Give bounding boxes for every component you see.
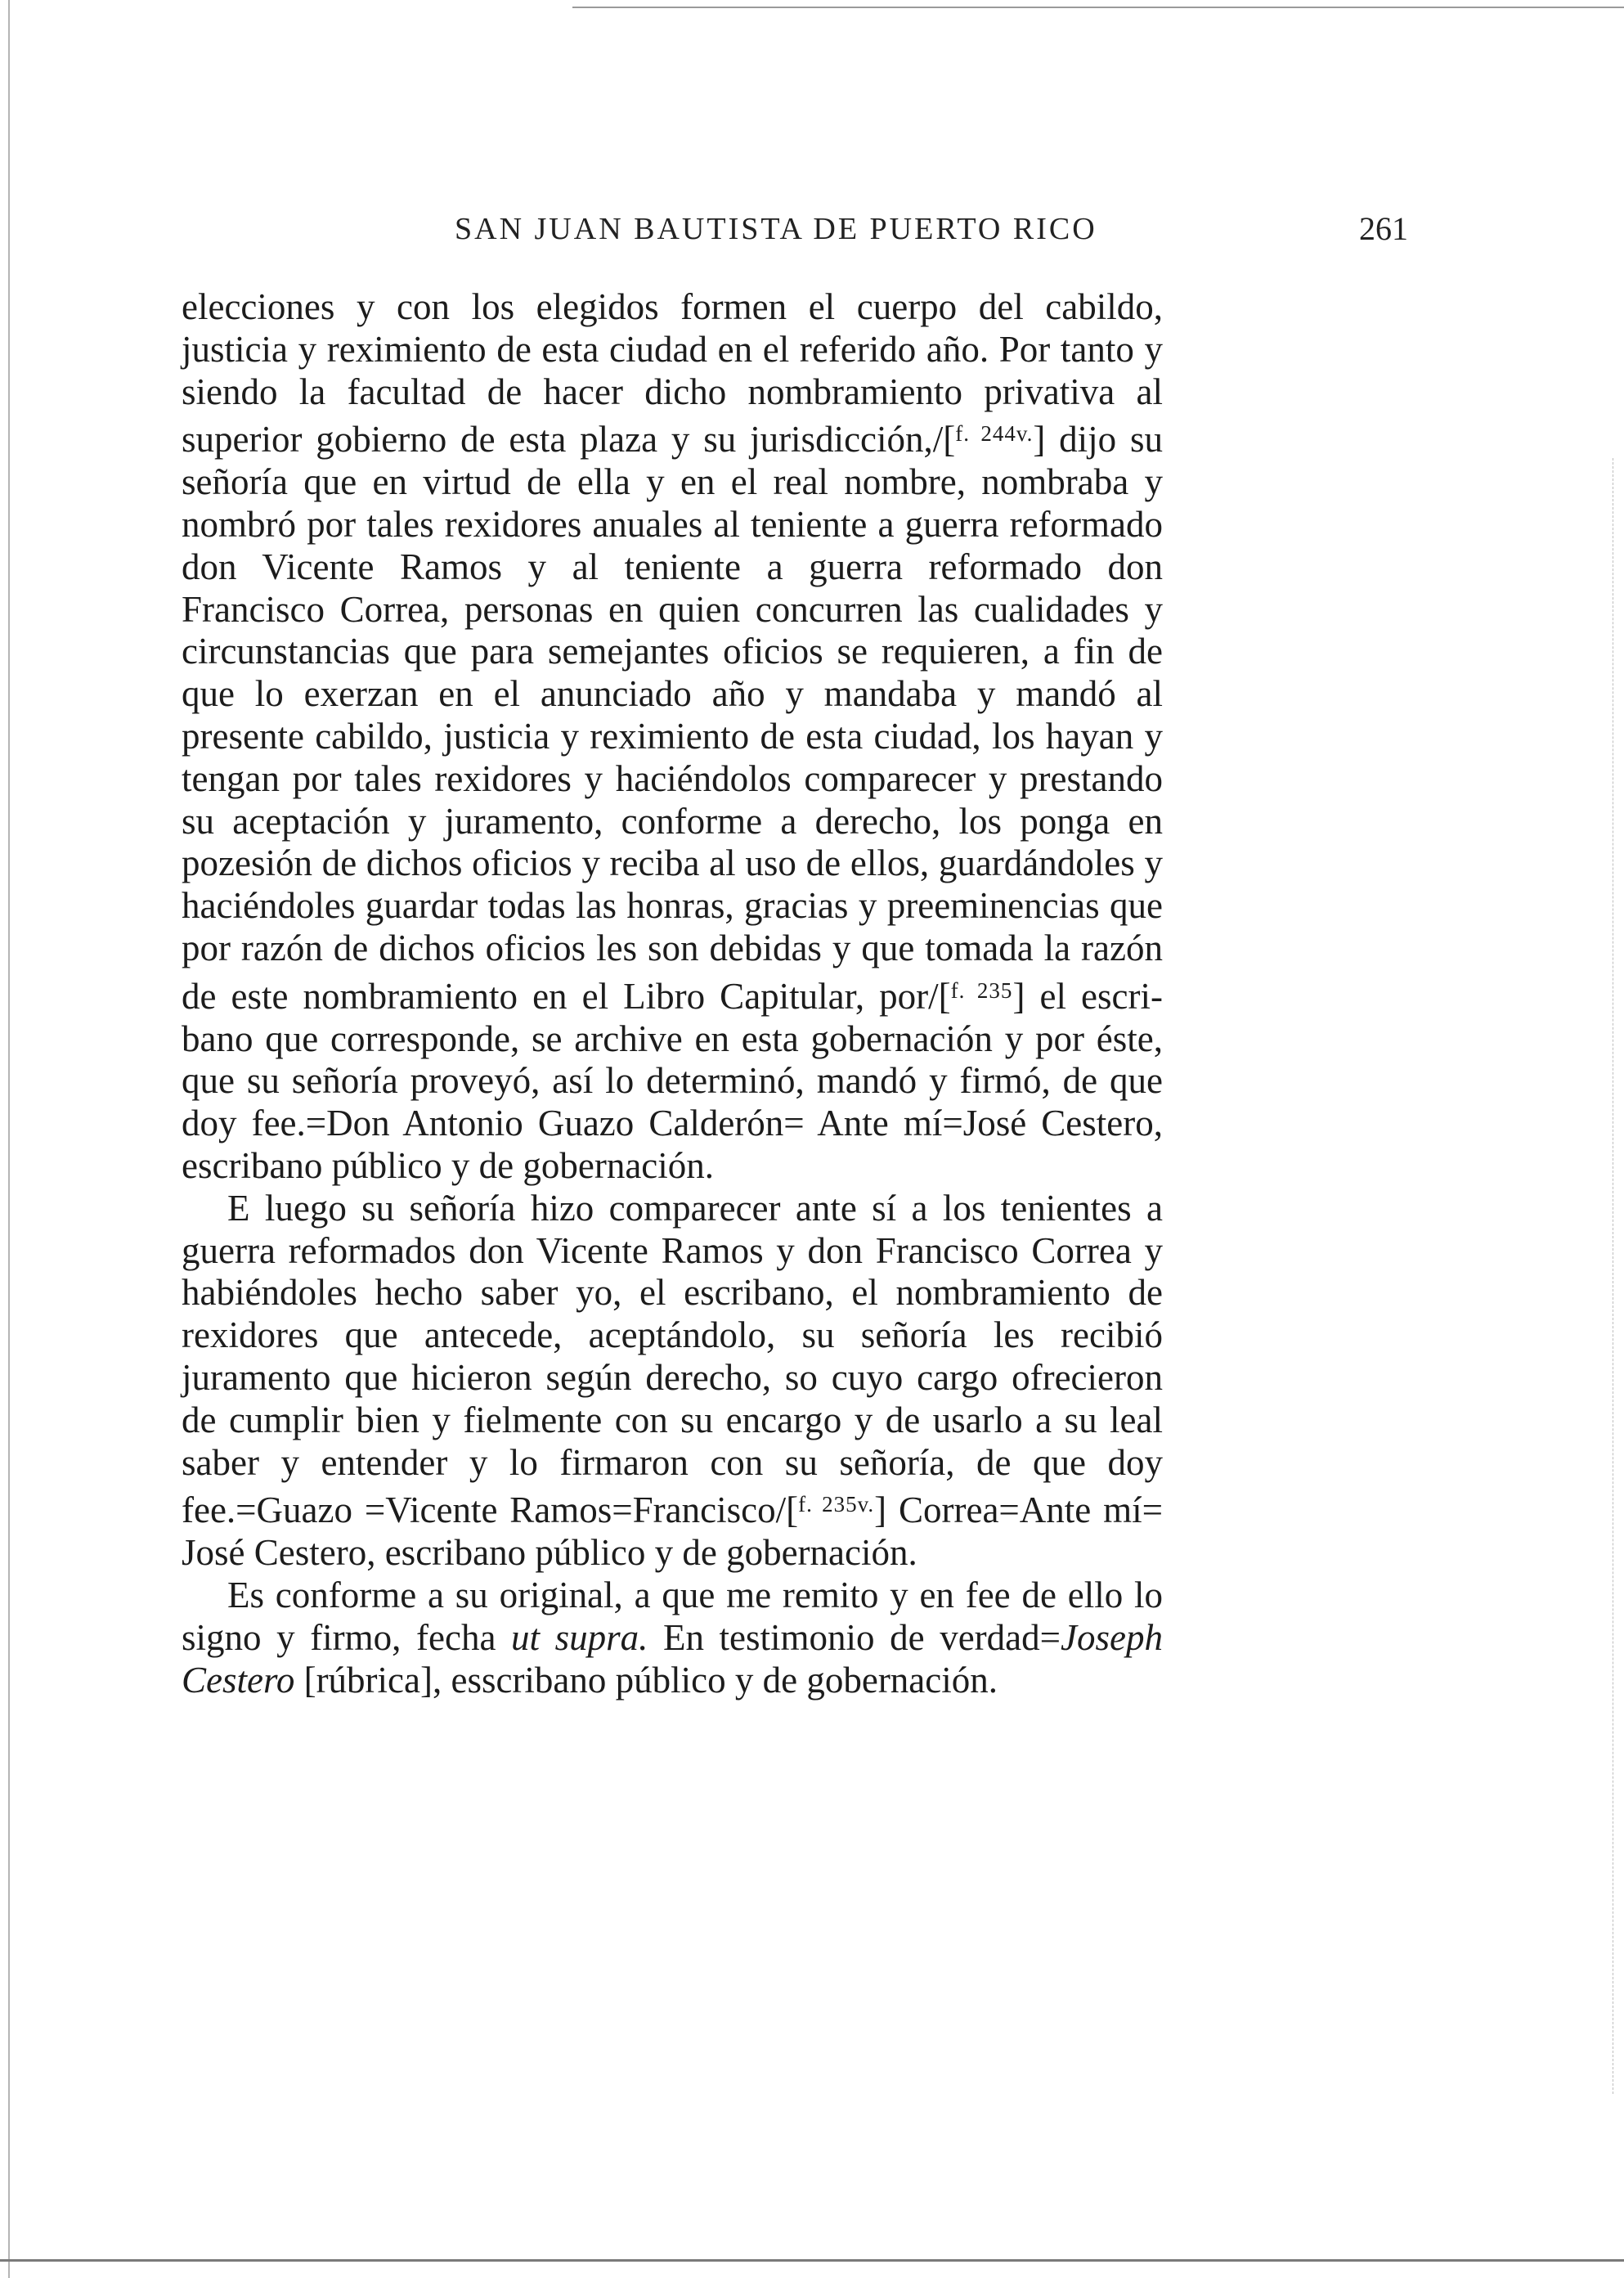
paragraph-1-text-a: elecciones y con los elegidos formen el cuerpo del cabildo, justicia y reximiento de esta ciudad en el referido año. Por tanto y siendo la facultad de hacer dicho nombramiento privativa al superior gobierno de esta plaza y su jurisdicción,/[ xyxy=(182,286,1163,461)
book-page xyxy=(182,204,1416,1701)
body-text xyxy=(182,286,1163,1701)
folio-marker: f. 244v. xyxy=(955,421,1034,447)
paragraph-3 xyxy=(182,1575,1163,1701)
paragraph-3-text-b: En testimonio de verdad= xyxy=(648,1616,1061,1658)
paragraph-2 xyxy=(182,1188,1163,1575)
folio-marker: f. 235 xyxy=(950,977,1013,1003)
latin-phrase: ut supra. xyxy=(511,1616,648,1658)
page-number: 261 xyxy=(1359,210,1408,247)
scan-edge-top xyxy=(572,7,1624,8)
paragraph-2-text-a: E luego su señoría hizo comparecer ante sí a los tenientes a guerra reformados don Vicente Ramos y don Francisco Correa y habiéndoles hecho saber yo, el escribano, el nombramiento de rexidores que antecede, aceptándolo, su señoría les recibió juramento que hicieron según derecho, so cuyo cargo ofrecieron de cumplir bien y fielmente con su encargo y de usarlo a su leal saber y entender y lo firmaron con su señoría, de que doy fee.=Guazo =Vicente Ramos=Francisco/[ xyxy=(182,1187,1163,1531)
running-header xyxy=(182,204,1416,262)
running-title: SAN JUAN BAUTISTA DE PUERTO RICO xyxy=(455,212,1097,246)
paragraph-1 xyxy=(182,286,1163,1188)
scan-edge-left xyxy=(8,0,10,2278)
paragraph-3-text-a: Es conforme a su original, a que me remito y en fee de ello lo signo y firmo, fecha xyxy=(182,1574,1163,1658)
scan-edge-bottom xyxy=(0,2259,1624,2262)
paragraph-3-text-c: [rúbrica], esscribano público y de gobernación. xyxy=(294,1659,998,1701)
scan-edge-right xyxy=(1613,458,1614,2094)
folio-marker: f. 235v. xyxy=(798,1492,875,1517)
paragraph-2-text-b: ] Correa=Ante mí= José Cestero, escribano público y de gobernación. xyxy=(182,1489,1163,1574)
paragraph-1-text-b: ] dijo su señoría que en virtud de ella y en el real nombre, nombraba y nombró por tales rexidores anuales al teniente a guerra reformado don Vicente Ramos y al teniente a guerra reformado don Francisco Correa, personas en quien concurren las cualidades y circunstancias que para semejantes oficios se requieren, a fin de que lo exerzan en el anunciado año y mandaba y mandó al presente cabildo, justicia y reximiento de esta ciudad, los hayan y tengan por tales rexidores y haciéndolos comparecer y prestando su aceptación y juramento, conforme a derecho, los ponga en pozesión de dichos oficios y reciba al uso de ellos, guardándoles y haciéndoles guardar todas las honras, gracias y preeminencias que por razón de dichos oficios les son debidas y que tomada la razón de este nombramiento en el Libro Capitular, por/[ xyxy=(182,419,1163,1017)
paragraph-1-text-c: ] el escribano que corresponde, se archive en esta gobernación y por éste, que su señoría proveyó, así lo determinó, mandó y firmó, de que doy fee.=Don Antonio Guazo Calderón= Ante mí=José Cestero, escribano público y de gobernación. xyxy=(182,975,1163,1186)
signature-name: Joseph Cestero xyxy=(182,1616,1163,1701)
